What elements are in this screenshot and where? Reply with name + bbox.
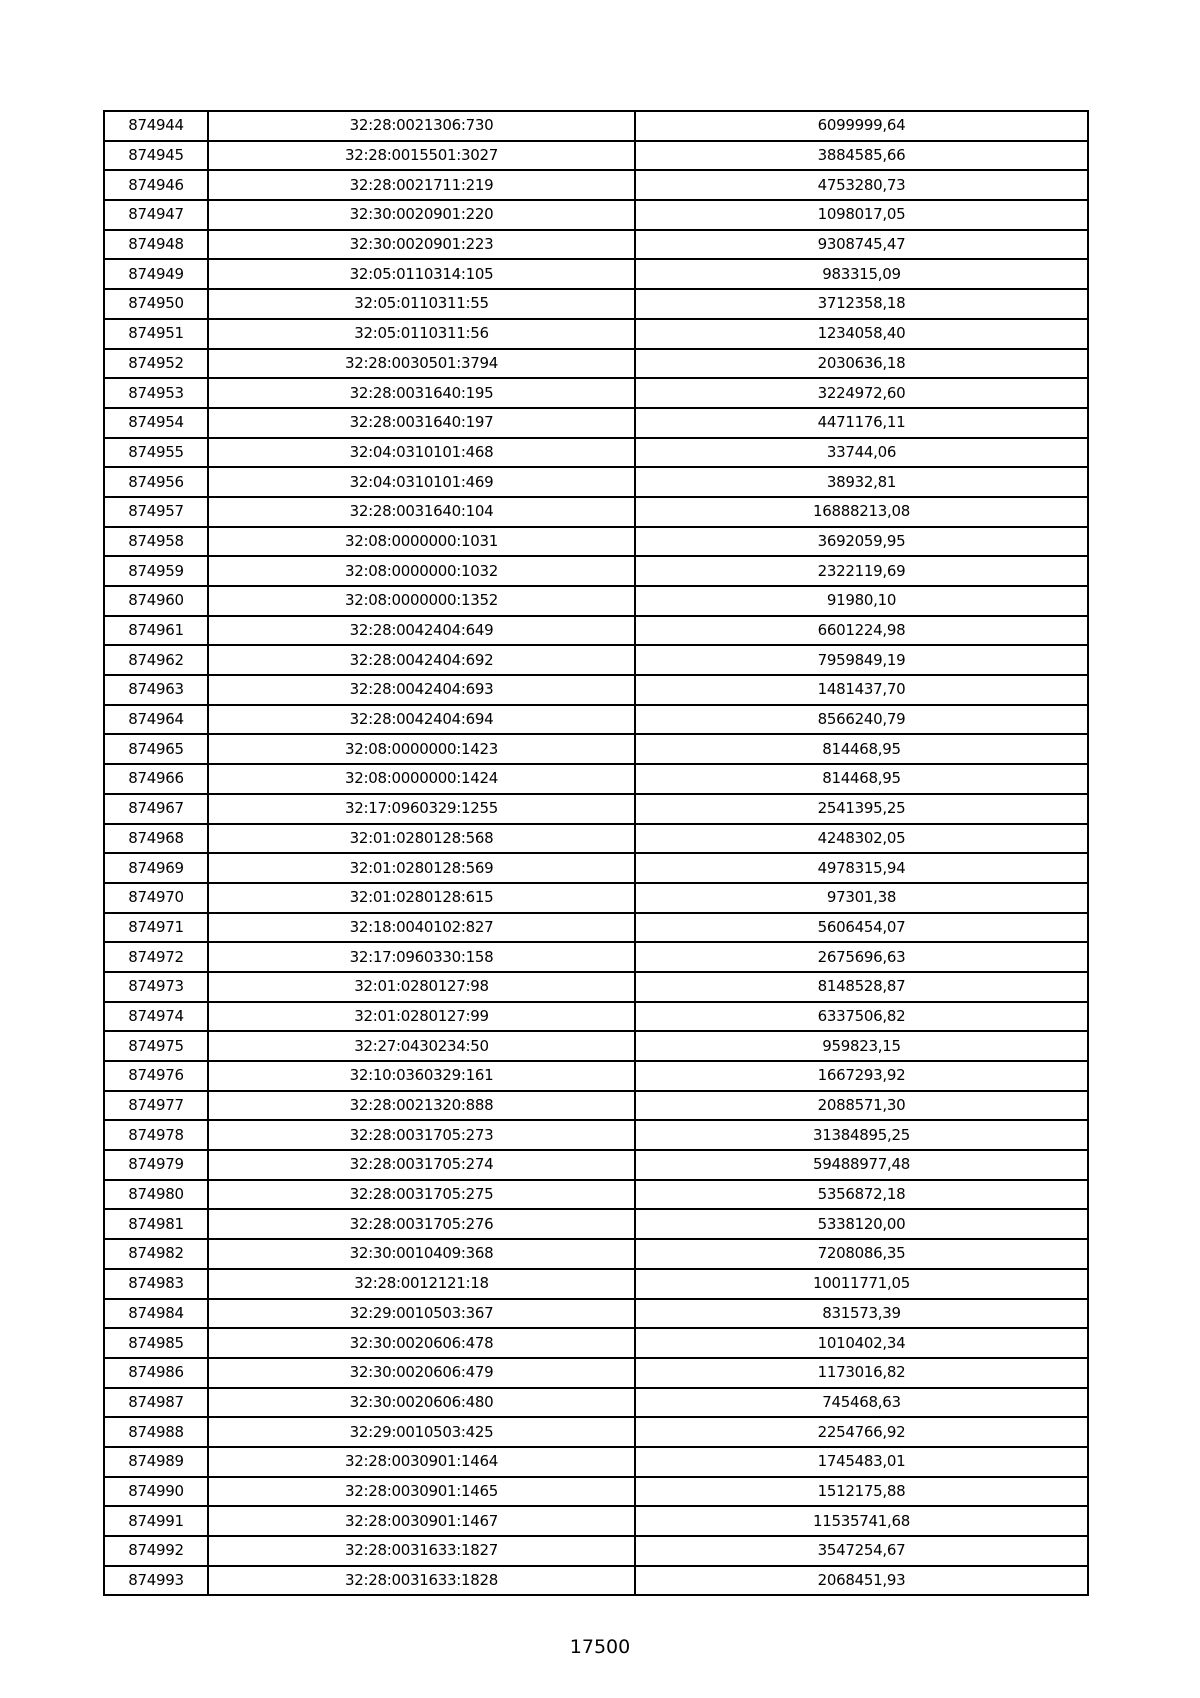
cadastral-number-cell: 32:01:0280128:569 [208, 853, 635, 883]
row-number-cell: 874958 [104, 527, 208, 557]
value-cell: 1098017,05 [635, 200, 1088, 230]
value-cell: 814468,95 [635, 734, 1088, 764]
cadastral-number-cell: 32:28:0031640:195 [208, 378, 635, 408]
value-cell: 2254766,92 [635, 1417, 1088, 1447]
row-number-cell: 874955 [104, 438, 208, 468]
value-cell: 814468,95 [635, 764, 1088, 794]
row-number-cell: 874990 [104, 1477, 208, 1507]
value-cell: 3712358,18 [635, 289, 1088, 319]
value-cell: 7208086,35 [635, 1239, 1088, 1269]
value-cell: 2322119,69 [635, 556, 1088, 586]
value-cell: 1234058,40 [635, 319, 1088, 349]
value-cell: 59488977,48 [635, 1150, 1088, 1180]
value-cell: 1667293,92 [635, 1061, 1088, 1091]
table-row [104, 794, 1088, 824]
row-number-cell: 874976 [104, 1061, 208, 1091]
row-number-cell: 874960 [104, 586, 208, 616]
table-row [104, 824, 1088, 854]
table-row [104, 734, 1088, 764]
cadastral-number-cell: 32:08:0000000:1352 [208, 586, 635, 616]
cadastral-number-cell: 32:28:0031633:1828 [208, 1566, 635, 1596]
row-number-cell: 874981 [104, 1209, 208, 1239]
table-row [104, 141, 1088, 171]
cadastral-number-cell: 32:28:0030901:1465 [208, 1477, 635, 1507]
row-number-cell: 874956 [104, 467, 208, 497]
cadastral-number-cell: 32:30:0010409:368 [208, 1239, 635, 1269]
table-row [104, 586, 1088, 616]
value-cell: 2675696,63 [635, 942, 1088, 972]
cadastral-number-cell: 32:28:0021711:219 [208, 170, 635, 200]
value-cell: 91980,10 [635, 586, 1088, 616]
table-row [104, 467, 1088, 497]
table-row [104, 1506, 1088, 1536]
row-number-cell: 874952 [104, 349, 208, 379]
cadastral-number-cell: 32:08:0000000:1423 [208, 734, 635, 764]
cadastral-number-cell: 32:05:0110314:105 [208, 259, 635, 289]
cadastral-number-cell: 32:29:0010503:425 [208, 1417, 635, 1447]
table-row [104, 645, 1088, 675]
row-number-cell: 874953 [104, 378, 208, 408]
row-number-cell: 874989 [104, 1447, 208, 1477]
row-number-cell: 874993 [104, 1566, 208, 1596]
row-number-cell: 874962 [104, 645, 208, 675]
value-cell: 1745483,01 [635, 1447, 1088, 1477]
cadastral-number-cell: 32:01:0280128:568 [208, 824, 635, 854]
row-number-cell: 874971 [104, 913, 208, 943]
row-number-cell: 874963 [104, 675, 208, 705]
row-number-cell: 874980 [104, 1180, 208, 1210]
cadastral-number-cell: 32:08:0000000:1032 [208, 556, 635, 586]
cadastral-number-cell: 32:28:0031640:197 [208, 408, 635, 438]
row-number-cell: 874987 [104, 1388, 208, 1418]
value-cell: 831573,39 [635, 1299, 1088, 1329]
cadastral-number-cell: 32:30:0020901:223 [208, 230, 635, 260]
value-cell: 8566240,79 [635, 705, 1088, 735]
value-cell: 6601224,98 [635, 616, 1088, 646]
row-number-cell: 874983 [104, 1269, 208, 1299]
value-cell: 4471176,11 [635, 408, 1088, 438]
value-cell: 6337506,82 [635, 1002, 1088, 1032]
table-row [104, 616, 1088, 646]
cadastral-number-cell: 32:28:0042404:692 [208, 645, 635, 675]
row-number-cell: 874961 [104, 616, 208, 646]
value-cell: 4753280,73 [635, 170, 1088, 200]
row-number-cell: 874959 [104, 556, 208, 586]
cadastral-number-cell: 32:28:0030501:3794 [208, 349, 635, 379]
row-number-cell: 874974 [104, 1002, 208, 1032]
table-row [104, 1388, 1088, 1418]
table-row [104, 438, 1088, 468]
value-cell: 3224972,60 [635, 378, 1088, 408]
row-number-cell: 874947 [104, 200, 208, 230]
cadastral-number-cell: 32:08:0000000:1424 [208, 764, 635, 794]
value-cell: 1512175,88 [635, 1477, 1088, 1507]
table-row [104, 556, 1088, 586]
cadastral-number-cell: 32:30:0020606:479 [208, 1358, 635, 1388]
table-row [104, 1417, 1088, 1447]
value-cell: 2068451,93 [635, 1566, 1088, 1596]
cadastral-number-cell: 32:28:0031705:274 [208, 1150, 635, 1180]
value-cell: 9308745,47 [635, 230, 1088, 260]
table-row [104, 1328, 1088, 1358]
row-number-cell: 874969 [104, 853, 208, 883]
value-cell: 10011771,05 [635, 1269, 1088, 1299]
row-number-cell: 874957 [104, 497, 208, 527]
value-cell: 33744,06 [635, 438, 1088, 468]
table-row [104, 972, 1088, 1002]
cadastral-number-cell: 32:28:0042404:649 [208, 616, 635, 646]
table-row [104, 1269, 1088, 1299]
table-row [104, 1120, 1088, 1150]
table-row [104, 1180, 1088, 1210]
table-row [104, 1239, 1088, 1269]
row-number-cell: 874948 [104, 230, 208, 260]
cadastral-number-cell: 32:01:0280127:99 [208, 1002, 635, 1032]
cadastral-number-cell: 32:04:0310101:468 [208, 438, 635, 468]
cadastral-number-cell: 32:01:0280127:98 [208, 972, 635, 1002]
table-row [104, 349, 1088, 379]
row-number-cell: 874965 [104, 734, 208, 764]
table-row [104, 259, 1088, 289]
cadastral-number-cell: 32:28:0015501:3027 [208, 141, 635, 171]
value-cell: 1173016,82 [635, 1358, 1088, 1388]
row-number-cell: 874991 [104, 1506, 208, 1536]
value-cell: 8148528,87 [635, 972, 1088, 1002]
table-row [104, 1091, 1088, 1121]
table-row [104, 408, 1088, 438]
table-row [104, 170, 1088, 200]
value-cell: 959823,15 [635, 1031, 1088, 1061]
row-number-cell: 874978 [104, 1120, 208, 1150]
row-number-cell: 874973 [104, 972, 208, 1002]
row-number-cell: 874970 [104, 883, 208, 913]
value-cell: 7959849,19 [635, 645, 1088, 675]
cadastral-number-cell: 32:04:0310101:469 [208, 467, 635, 497]
row-number-cell: 874984 [104, 1299, 208, 1329]
table-row [104, 1566, 1088, 1596]
value-cell: 11535741,68 [635, 1506, 1088, 1536]
row-number-cell: 874975 [104, 1031, 208, 1061]
cadastral-number-cell: 32:28:0030901:1464 [208, 1447, 635, 1477]
cadastral-number-cell: 32:28:0031640:104 [208, 497, 635, 527]
table-row [104, 319, 1088, 349]
cadastral-number-cell: 32:28:0012121:18 [208, 1269, 635, 1299]
value-cell: 1481437,70 [635, 675, 1088, 705]
row-number-cell: 874992 [104, 1536, 208, 1566]
row-number-cell: 874944 [104, 111, 208, 141]
row-number-cell: 874946 [104, 170, 208, 200]
table-row [104, 1447, 1088, 1477]
table-row [104, 1061, 1088, 1091]
cadastral-number-cell: 32:28:0031705:276 [208, 1209, 635, 1239]
row-number-cell: 874945 [104, 141, 208, 171]
table-row [104, 764, 1088, 794]
table-row [104, 1536, 1088, 1566]
value-cell: 983315,09 [635, 259, 1088, 289]
table-row [104, 675, 1088, 705]
table-row [104, 527, 1088, 557]
cadastral-number-cell: 32:28:0021320:888 [208, 1091, 635, 1121]
table-body [104, 111, 1088, 1595]
table-row [104, 111, 1088, 141]
table-row [104, 705, 1088, 735]
table-row [104, 378, 1088, 408]
value-cell: 97301,38 [635, 883, 1088, 913]
row-number-cell: 874964 [104, 705, 208, 735]
value-cell: 38932,81 [635, 467, 1088, 497]
cadastral-number-cell: 32:17:0960330:158 [208, 942, 635, 972]
row-number-cell: 874988 [104, 1417, 208, 1447]
value-cell: 4248302,05 [635, 824, 1088, 854]
value-cell: 5356872,18 [635, 1180, 1088, 1210]
table-row [104, 883, 1088, 913]
cadastral-number-cell: 32:05:0110311:56 [208, 319, 635, 349]
cadastral-number-cell: 32:27:0430234:50 [208, 1031, 635, 1061]
row-number-cell: 874972 [104, 942, 208, 972]
table-row [104, 853, 1088, 883]
row-number-cell: 874966 [104, 764, 208, 794]
row-number-cell: 874986 [104, 1358, 208, 1388]
value-cell: 3692059,95 [635, 527, 1088, 557]
value-cell: 4978315,94 [635, 853, 1088, 883]
table-row [104, 1299, 1088, 1329]
cadastral-number-cell: 32:28:0042404:694 [208, 705, 635, 735]
value-cell: 6099999,64 [635, 111, 1088, 141]
row-number-cell: 874949 [104, 259, 208, 289]
cadastral-number-cell: 32:30:0020606:480 [208, 1388, 635, 1418]
value-cell: 1010402,34 [635, 1328, 1088, 1358]
table-row [104, 1358, 1088, 1388]
table-row [104, 200, 1088, 230]
table-row [104, 1209, 1088, 1239]
table-row [104, 913, 1088, 943]
cadastral-number-cell: 32:30:0020606:478 [208, 1328, 635, 1358]
table-row [104, 942, 1088, 972]
cadastral-number-cell: 32:28:0030901:1467 [208, 1506, 635, 1536]
value-cell: 3884585,66 [635, 141, 1088, 171]
table-row [104, 1002, 1088, 1032]
cadastral-number-cell: 32:28:0031705:273 [208, 1120, 635, 1150]
value-cell: 5338120,00 [635, 1209, 1088, 1239]
row-number-cell: 874967 [104, 794, 208, 824]
cadastral-number-cell: 32:01:0280128:615 [208, 883, 635, 913]
value-cell: 5606454,07 [635, 913, 1088, 943]
row-number-cell: 874979 [104, 1150, 208, 1180]
table-row [104, 1031, 1088, 1061]
cadastral-number-cell: 32:28:0031705:275 [208, 1180, 635, 1210]
value-cell: 16888213,08 [635, 497, 1088, 527]
value-cell: 2541395,25 [635, 794, 1088, 824]
page-number: 17500 [569, 1636, 631, 1658]
cadastral-number-cell: 32:30:0020901:220 [208, 200, 635, 230]
row-number-cell: 874951 [104, 319, 208, 349]
cadastral-number-cell: 32:10:0360329:161 [208, 1061, 635, 1091]
data-table [103, 110, 1089, 1596]
cadastral-number-cell: 32:29:0010503:367 [208, 1299, 635, 1329]
cadastral-number-cell: 32:28:0031633:1827 [208, 1536, 635, 1566]
row-number-cell: 874968 [104, 824, 208, 854]
value-cell: 2030636,18 [635, 349, 1088, 379]
value-cell: 3547254,67 [635, 1536, 1088, 1566]
row-number-cell: 874985 [104, 1328, 208, 1358]
table-row [104, 289, 1088, 319]
table-row [104, 497, 1088, 527]
table-row [104, 1150, 1088, 1180]
cadastral-number-cell: 32:28:0021306:730 [208, 111, 635, 141]
cadastral-number-cell: 32:17:0960329:1255 [208, 794, 635, 824]
row-number-cell: 874977 [104, 1091, 208, 1121]
cadastral-number-cell: 32:18:0040102:827 [208, 913, 635, 943]
cadastral-number-cell: 32:08:0000000:1031 [208, 527, 635, 557]
cadastral-number-cell: 32:05:0110311:55 [208, 289, 635, 319]
row-number-cell: 874982 [104, 1239, 208, 1269]
table-row [104, 1477, 1088, 1507]
value-cell: 2088571,30 [635, 1091, 1088, 1121]
value-cell: 31384895,25 [635, 1120, 1088, 1150]
table-row [104, 230, 1088, 260]
row-number-cell: 874950 [104, 289, 208, 319]
row-number-cell: 874954 [104, 408, 208, 438]
cadastral-number-cell: 32:28:0042404:693 [208, 675, 635, 705]
value-cell: 745468,63 [635, 1388, 1088, 1418]
